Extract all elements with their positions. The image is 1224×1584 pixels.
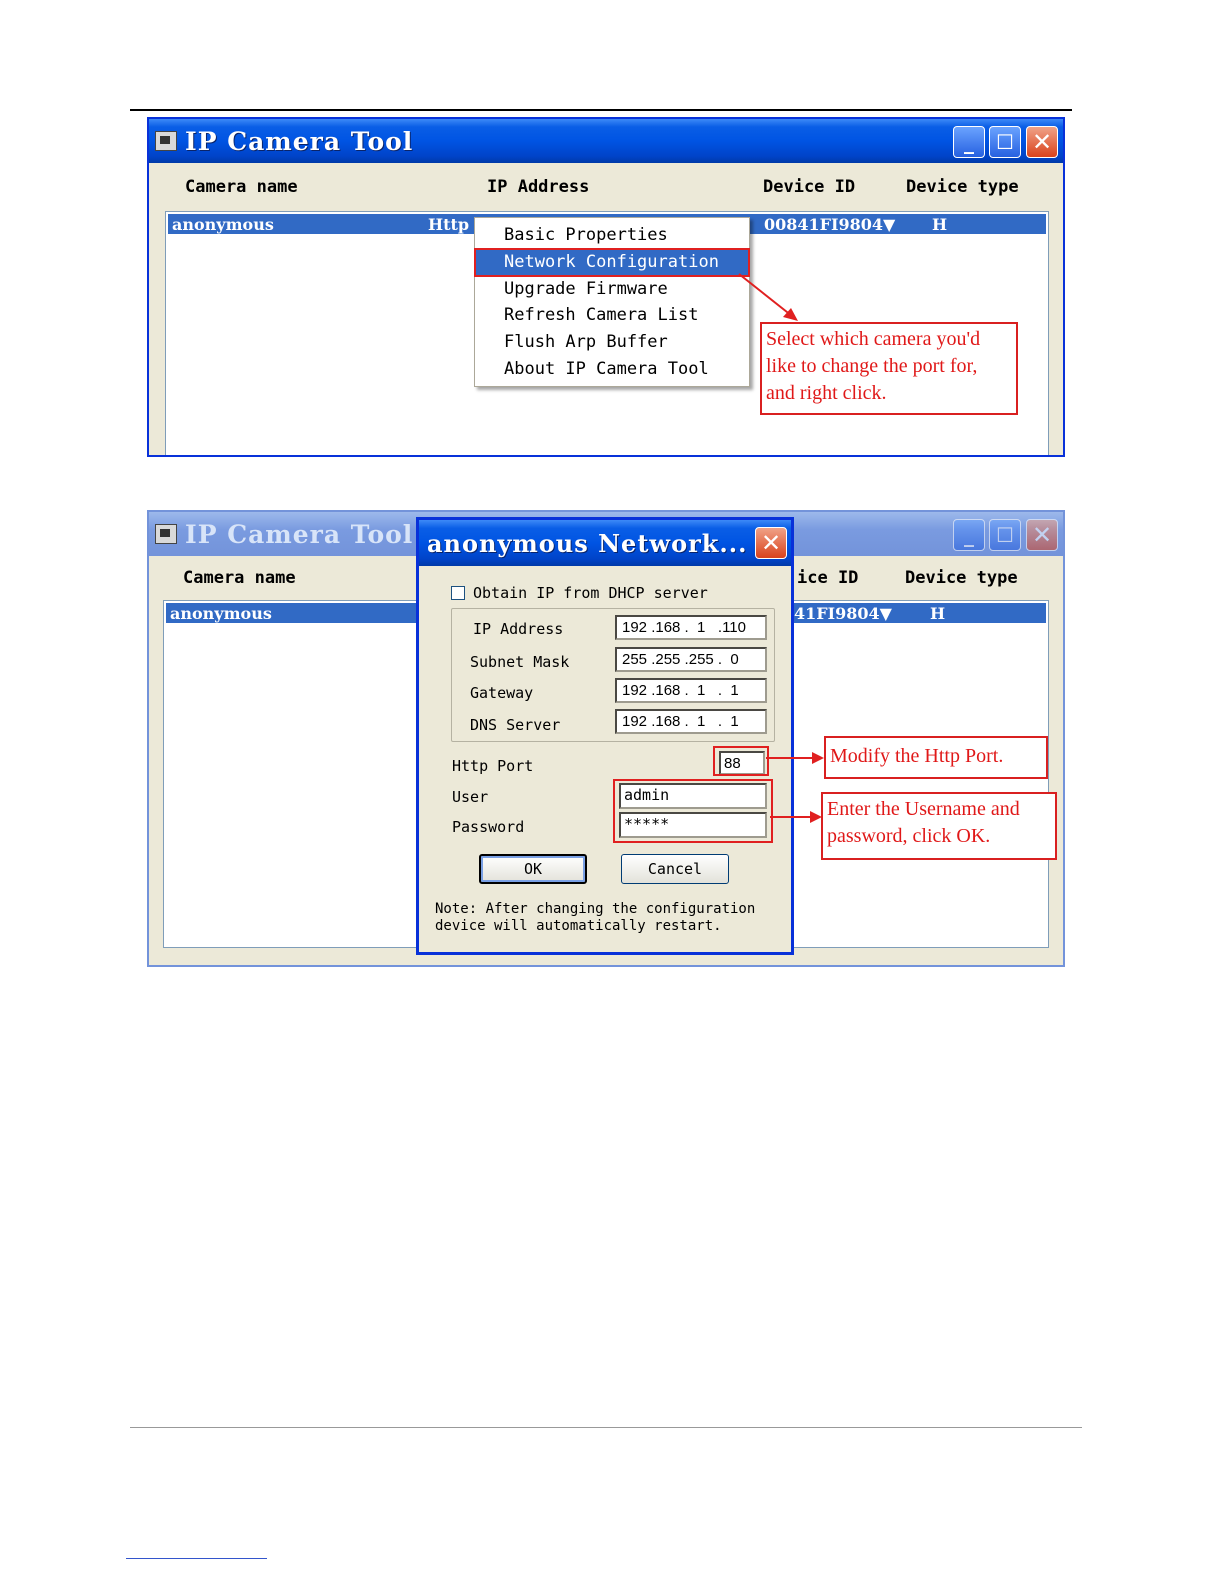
gateway-field[interactable]: 192 .168 . 1 . 1	[615, 678, 767, 703]
column-header-device-type[interactable]: Device type	[905, 568, 1018, 588]
camera-app-icon	[155, 524, 177, 544]
callout-enter-credentials	[821, 792, 1057, 860]
maximize-icon: ☐	[996, 130, 1014, 154]
password-label: Password	[452, 818, 525, 836]
ip-address-field[interactable]: 192 .168 . 1 .110	[615, 615, 767, 640]
menu-item-flush-arp-buffer[interactable]: Flush Arp Buffer	[504, 332, 668, 352]
note-text: Note: After changing the configuration	[435, 901, 756, 917]
callout-line: and right click.	[766, 382, 887, 404]
http-port-field[interactable]: 88	[719, 751, 765, 775]
column-header-camera-name[interactable]: Camera name	[185, 177, 298, 197]
maximize-button[interactable]	[989, 519, 1021, 551]
close-icon: ✕	[1031, 521, 1053, 549]
page-top-rule	[130, 109, 1072, 111]
gateway-label: Gateway	[470, 684, 534, 702]
menu-item-refresh-camera-list[interactable]: Refresh Camera List	[504, 305, 699, 325]
password-field[interactable]: *****	[619, 812, 767, 838]
close-icon: ✕	[1031, 128, 1053, 156]
menu-item-upgrade-firmware[interactable]: Upgrade Firmware	[504, 279, 668, 299]
cancel-button[interactable]: Cancel	[621, 854, 729, 884]
camera-app-icon	[155, 131, 177, 151]
menu-item-basic-properties[interactable]: Basic Properties	[504, 225, 668, 245]
callout-arrow-port	[764, 748, 828, 768]
callout-select-camera	[760, 322, 1018, 415]
maximize-button[interactable]	[989, 126, 1021, 158]
camera-name-cell: anonymous	[170, 604, 272, 623]
close-button[interactable]	[1026, 126, 1058, 158]
callout-line: like to change the port for,	[766, 355, 978, 377]
callout-arrow-user	[768, 807, 826, 827]
menu-item-about[interactable]: About IP Camera Tool	[504, 359, 709, 379]
close-button[interactable]	[1026, 519, 1058, 551]
callout-arrow-1	[736, 270, 806, 330]
callout-line: Enter the Username and	[827, 798, 1020, 820]
device-id-cell: 00841FI9804▼	[764, 215, 896, 234]
device-type-cell: H	[932, 215, 948, 234]
dialog-close-button[interactable]	[755, 527, 787, 559]
column-header-device-type[interactable]: Device type	[906, 177, 1019, 197]
http-port-highlight	[713, 746, 769, 776]
column-header-ip-address[interactable]: IP Address	[487, 177, 590, 197]
callout-modify-port: Modify the Http Port.	[824, 736, 1048, 779]
minimize-button[interactable]	[953, 126, 985, 158]
page-bottom-rule	[130, 1427, 1082, 1428]
subnet-mask-label: Subnet Mask	[470, 653, 570, 671]
device-type-cell: H	[930, 604, 946, 623]
context-menu	[474, 217, 750, 387]
column-header-camera-name[interactable]: Camera name	[183, 568, 296, 588]
column-header-device-id[interactable]: Device ID	[763, 177, 856, 197]
close-icon: ✕	[760, 529, 782, 557]
callout-line: password, click OK.	[827, 825, 991, 847]
ip-address-label: IP Address	[473, 620, 564, 638]
note-text-2: device will automatically restart.	[435, 918, 722, 934]
column-header-device-id[interactable]: ice ID	[797, 568, 859, 588]
minimize-icon: _	[964, 523, 974, 547]
user-label: User	[452, 788, 489, 806]
subnet-mask-field[interactable]: 255 .255 .255 . 0	[615, 647, 767, 672]
minimize-button[interactable]	[953, 519, 985, 551]
credentials-highlight	[613, 779, 773, 843]
footnote-rule	[126, 1558, 267, 1559]
ok-button[interactable]: OK	[479, 854, 587, 884]
dhcp-label: Obtain IP from DHCP server	[473, 584, 708, 602]
maximize-icon: ☐	[996, 523, 1014, 547]
menu-item-network-configuration[interactable]: Network Configuration	[476, 250, 748, 275]
device-id-cell: 41FI9804▼	[794, 604, 892, 623]
callout-line: Select which camera you'd	[766, 328, 981, 350]
minimize-icon: _	[964, 130, 974, 154]
camera-name-cell: anonymous	[172, 215, 274, 234]
dialog-title-bar[interactable]	[419, 520, 791, 566]
window-title: IP Camera Tool	[185, 127, 414, 156]
dns-server-field[interactable]: 192 .168 . 1 . 1	[615, 709, 767, 734]
network-config-dialog	[416, 517, 794, 955]
dns-server-label: DNS Server	[470, 716, 561, 734]
user-field[interactable]: admin	[619, 783, 767, 809]
dialog-title: anonymous Network...	[427, 529, 748, 558]
http-port-label: Http Port	[452, 757, 534, 775]
window-title: IP Camera Tool	[185, 520, 414, 549]
ip-address-cell: Http	[428, 215, 470, 234]
title-bar[interactable]	[149, 119, 1063, 163]
dhcp-checkbox[interactable]	[451, 586, 465, 600]
